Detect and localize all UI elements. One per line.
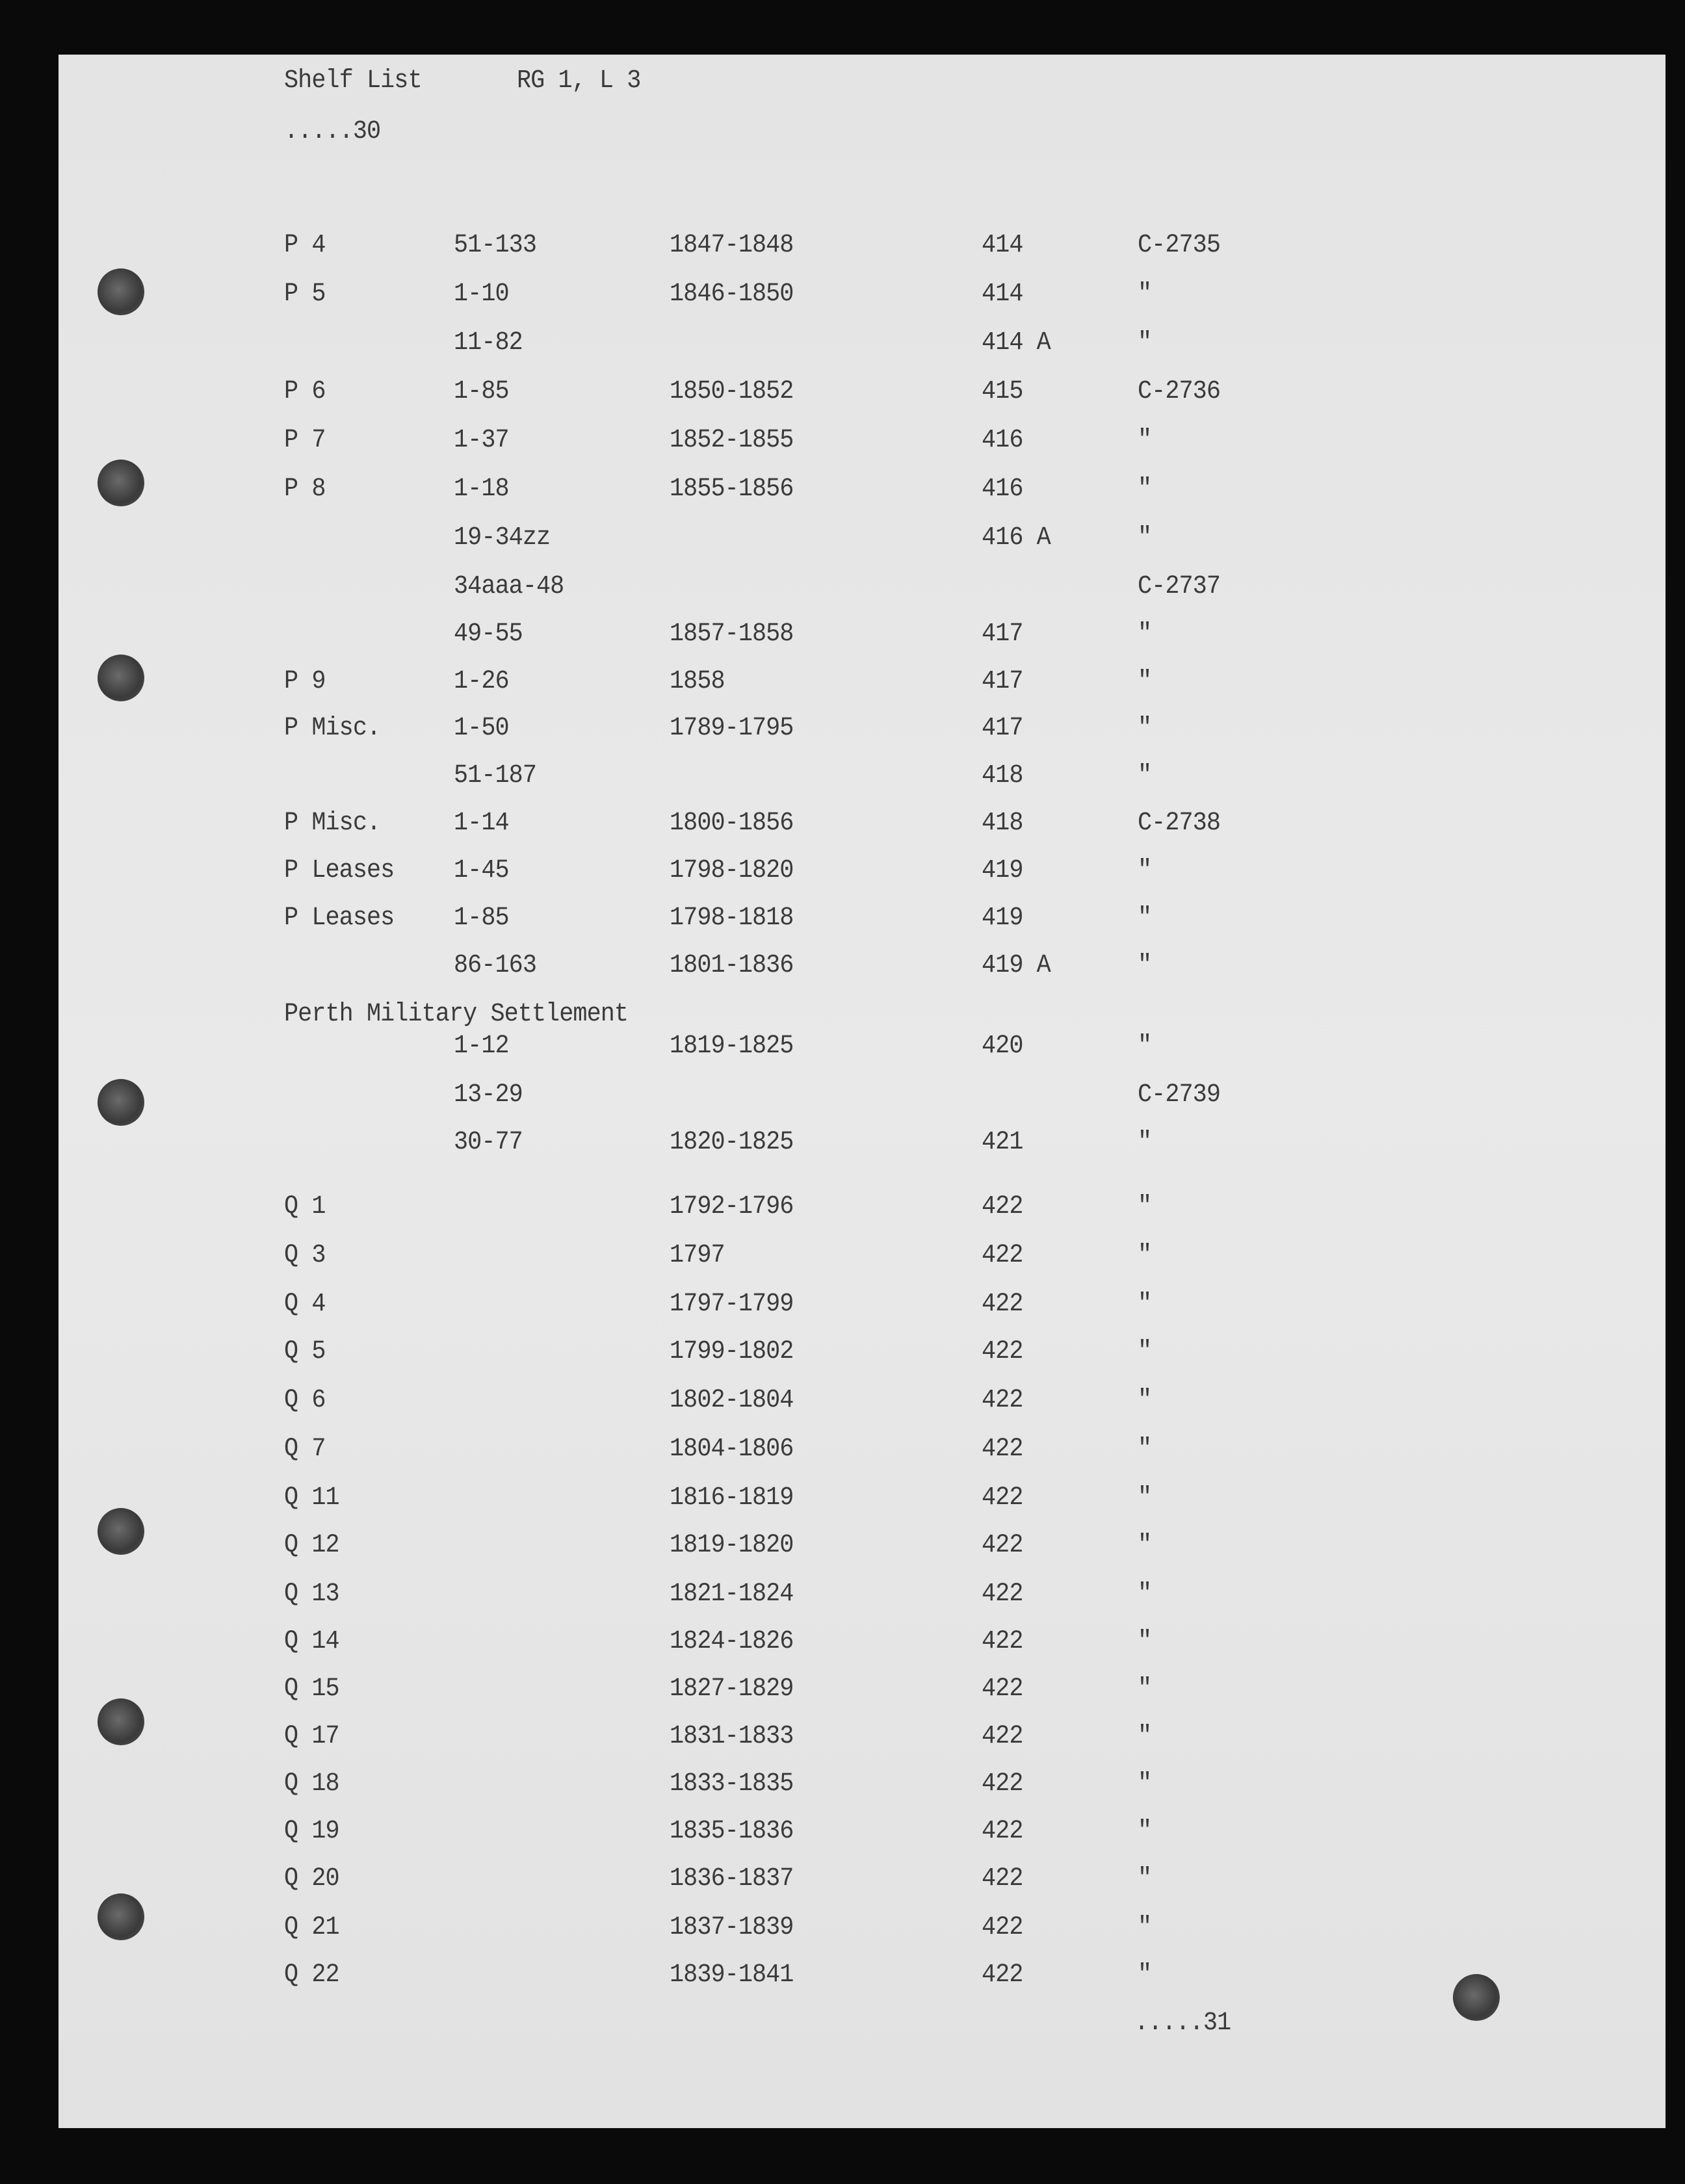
item-range: 1-18 xyxy=(454,474,509,504)
punch-hole-icon xyxy=(98,1893,144,1940)
series-code: Q 19 xyxy=(284,1817,339,1846)
microfilm-reel: " xyxy=(1138,619,1152,649)
volume-number: 422 xyxy=(982,1337,1023,1366)
microfilm-reel: " xyxy=(1138,523,1152,552)
date-range: 1797 xyxy=(670,1241,725,1270)
volume-number: 422 xyxy=(982,1674,1023,1704)
microfilm-reel: " xyxy=(1138,1531,1152,1560)
microfilm-reel: " xyxy=(1138,1674,1152,1704)
date-range: 1798-1818 xyxy=(670,904,794,933)
microfilm-reel: " xyxy=(1138,1032,1152,1061)
series-code: Perth Military Settlement xyxy=(284,1000,629,1029)
microfilm-reel: " xyxy=(1138,856,1152,885)
next-page-ref: .....31 xyxy=(1134,2008,1231,2038)
punch-hole-icon xyxy=(98,655,144,701)
volume-number: 422 xyxy=(982,1627,1023,1656)
date-range: 1800-1856 xyxy=(670,809,794,838)
date-range: 1837-1839 xyxy=(670,1913,794,1942)
series-code: P Misc. xyxy=(284,714,381,743)
series-code: P 5 xyxy=(284,280,326,309)
item-range: 1-45 xyxy=(454,856,509,885)
microfilm-reel: " xyxy=(1138,328,1152,358)
doc-title: Shelf List xyxy=(284,66,422,96)
item-range: 1-37 xyxy=(454,426,509,455)
microfilm-reel: " xyxy=(1138,667,1152,696)
volume-number: 422 xyxy=(982,1241,1023,1270)
series-code: P 6 xyxy=(284,377,326,406)
volume-number: 422 xyxy=(982,1483,1023,1513)
date-range: 1836-1837 xyxy=(670,1864,794,1893)
date-range: 1846-1850 xyxy=(670,280,794,309)
punch-hole-icon xyxy=(1453,1974,1500,2021)
microfilm-reel: C-2735 xyxy=(1138,231,1220,260)
punch-hole-icon xyxy=(98,1698,144,1745)
date-range: 1797-1799 xyxy=(670,1290,794,1319)
item-range: 1-85 xyxy=(454,904,509,933)
series-code: P 9 xyxy=(284,667,326,696)
microfilm-reel: " xyxy=(1138,1290,1152,1319)
series-code: Q 17 xyxy=(284,1722,339,1751)
item-range: 1-14 xyxy=(454,809,509,838)
previous-page-ref: .....30 xyxy=(284,117,381,146)
series-code: Q 20 xyxy=(284,1864,339,1893)
microfilm-reel: " xyxy=(1138,1386,1152,1415)
series-code: Q 14 xyxy=(284,1627,339,1656)
date-range: 1831-1833 xyxy=(670,1722,794,1751)
punch-hole-icon xyxy=(98,1508,144,1555)
date-range: 1850-1852 xyxy=(670,377,794,406)
date-range: 1798-1820 xyxy=(670,856,794,885)
volume-number: 422 xyxy=(982,1580,1023,1609)
item-range: 1-85 xyxy=(454,377,509,406)
volume-number: 422 xyxy=(982,1913,1023,1942)
series-code: Q 12 xyxy=(284,1531,339,1560)
microfilm-reel: " xyxy=(1138,761,1152,790)
date-range: 1858 xyxy=(670,667,725,696)
microfilm-reel: " xyxy=(1138,474,1152,504)
series-code: Q 11 xyxy=(284,1483,339,1513)
item-range: 51-133 xyxy=(454,231,536,260)
microfilm-reel: " xyxy=(1138,904,1152,933)
date-range: 1804-1806 xyxy=(670,1435,794,1464)
series-code: Q 7 xyxy=(284,1435,326,1464)
series-code: P 8 xyxy=(284,474,326,504)
series-code: P Misc. xyxy=(284,809,381,838)
microfilm-reel: C-2739 xyxy=(1138,1080,1220,1110)
record-group: RG 1, L 3 xyxy=(517,66,641,96)
volume-number: 420 xyxy=(982,1032,1023,1061)
item-range: 51-187 xyxy=(454,761,536,790)
volume-number: 422 xyxy=(982,1435,1023,1464)
volume-number: 422 xyxy=(982,1864,1023,1893)
microfilm-reel: " xyxy=(1138,426,1152,455)
volume-number: 418 xyxy=(982,761,1023,790)
microfilm-reel: " xyxy=(1138,1192,1152,1221)
date-range: 1857-1858 xyxy=(670,619,794,649)
series-code: P Leases xyxy=(284,904,395,933)
volume-number: 422 xyxy=(982,1192,1023,1221)
volume-number: 417 xyxy=(982,714,1023,743)
microfilm-reel: " xyxy=(1138,1337,1152,1366)
microfilm-reel: " xyxy=(1138,1769,1152,1799)
date-range: 1816-1819 xyxy=(670,1483,794,1513)
volume-number: 422 xyxy=(982,1960,1023,1990)
volume-number: 421 xyxy=(982,1128,1023,1157)
date-range: 1819-1825 xyxy=(670,1032,794,1061)
microfilm-reel: " xyxy=(1138,1580,1152,1609)
microfilm-reel: " xyxy=(1138,1241,1152,1270)
microfilm-reel: C-2736 xyxy=(1138,377,1220,406)
microfilm-reel: " xyxy=(1138,280,1152,309)
microfilm-reel: " xyxy=(1138,1435,1152,1464)
item-range: 1-12 xyxy=(454,1032,509,1061)
volume-number: 414 xyxy=(982,231,1023,260)
volume-number: 419 xyxy=(982,856,1023,885)
microfilm-reel: " xyxy=(1138,1722,1152,1751)
punch-hole-icon xyxy=(98,268,144,315)
item-range: 13-29 xyxy=(454,1080,523,1110)
volume-number: 422 xyxy=(982,1769,1023,1799)
date-range: 1801-1836 xyxy=(670,951,794,980)
series-code: Q 3 xyxy=(284,1241,326,1270)
item-range: 1-50 xyxy=(454,714,509,743)
volume-number: 422 xyxy=(982,1290,1023,1319)
punch-hole-icon xyxy=(98,1079,144,1126)
item-range: 49-55 xyxy=(454,619,523,649)
date-range: 1799-1802 xyxy=(670,1337,794,1366)
date-range: 1855-1856 xyxy=(670,474,794,504)
series-code: P 7 xyxy=(284,426,326,455)
series-code: Q 15 xyxy=(284,1674,339,1704)
microfilm-reel: " xyxy=(1138,1817,1152,1846)
volume-number: 419 xyxy=(982,904,1023,933)
date-range: 1839-1841 xyxy=(670,1960,794,1990)
series-code: Q 22 xyxy=(284,1960,339,1990)
date-range: 1819-1820 xyxy=(670,1531,794,1560)
volume-number: 416 xyxy=(982,474,1023,504)
date-range: 1852-1855 xyxy=(670,426,794,455)
microfilm-reel: " xyxy=(1138,951,1152,980)
volume-number: 416 A xyxy=(982,523,1051,552)
volume-number: 414 A xyxy=(982,328,1051,358)
microfilm-reel: " xyxy=(1138,1960,1152,1990)
item-range: 30-77 xyxy=(454,1128,523,1157)
date-range: 1802-1804 xyxy=(670,1386,794,1415)
date-range: 1827-1829 xyxy=(670,1674,794,1704)
series-code: Q 5 xyxy=(284,1337,326,1366)
microfilm-reel: " xyxy=(1138,1913,1152,1942)
date-range: 1833-1835 xyxy=(670,1769,794,1799)
volume-number: 422 xyxy=(982,1817,1023,1846)
series-code: Q 1 xyxy=(284,1192,326,1221)
item-range: 34aaa-48 xyxy=(454,572,564,601)
volume-number: 422 xyxy=(982,1722,1023,1751)
volume-number: 419 A xyxy=(982,951,1051,980)
microfilm-reel: " xyxy=(1138,1483,1152,1513)
volume-number: 422 xyxy=(982,1531,1023,1560)
series-code: Q 18 xyxy=(284,1769,339,1799)
item-range: 19-34zz xyxy=(454,523,551,552)
series-code: P Leases xyxy=(284,856,395,885)
volume-number: 415 xyxy=(982,377,1023,406)
microfilm-reel: " xyxy=(1138,1627,1152,1656)
date-range: 1792-1796 xyxy=(670,1192,794,1221)
item-range: 11-82 xyxy=(454,328,523,358)
volume-number: 417 xyxy=(982,619,1023,649)
date-range: 1824-1826 xyxy=(670,1627,794,1656)
series-code: Q 4 xyxy=(284,1290,326,1319)
item-range: 86-163 xyxy=(454,951,536,980)
microfilm-reel: " xyxy=(1138,1128,1152,1157)
volume-number: 417 xyxy=(982,667,1023,696)
item-range: 1-10 xyxy=(454,280,509,309)
item-range: 1-26 xyxy=(454,667,509,696)
microfilm-reel: C-2737 xyxy=(1138,572,1220,601)
volume-number: 414 xyxy=(982,280,1023,309)
microfilm-reel: " xyxy=(1138,1864,1152,1893)
series-code: Q 21 xyxy=(284,1913,339,1942)
volume-number: 422 xyxy=(982,1386,1023,1415)
microfilm-reel: " xyxy=(1138,714,1152,743)
volume-number: 416 xyxy=(982,426,1023,455)
date-range: 1820-1825 xyxy=(670,1128,794,1157)
series-code: Q 6 xyxy=(284,1386,326,1415)
date-range: 1835-1836 xyxy=(670,1817,794,1846)
date-range: 1821-1824 xyxy=(670,1580,794,1609)
punch-hole-icon xyxy=(98,460,144,506)
date-range: 1847-1848 xyxy=(670,231,794,260)
date-range: 1789-1795 xyxy=(670,714,794,743)
volume-number: 418 xyxy=(982,809,1023,838)
series-code: P 4 xyxy=(284,231,326,260)
microfilm-reel: C-2738 xyxy=(1138,809,1220,838)
series-code: Q 13 xyxy=(284,1580,339,1609)
